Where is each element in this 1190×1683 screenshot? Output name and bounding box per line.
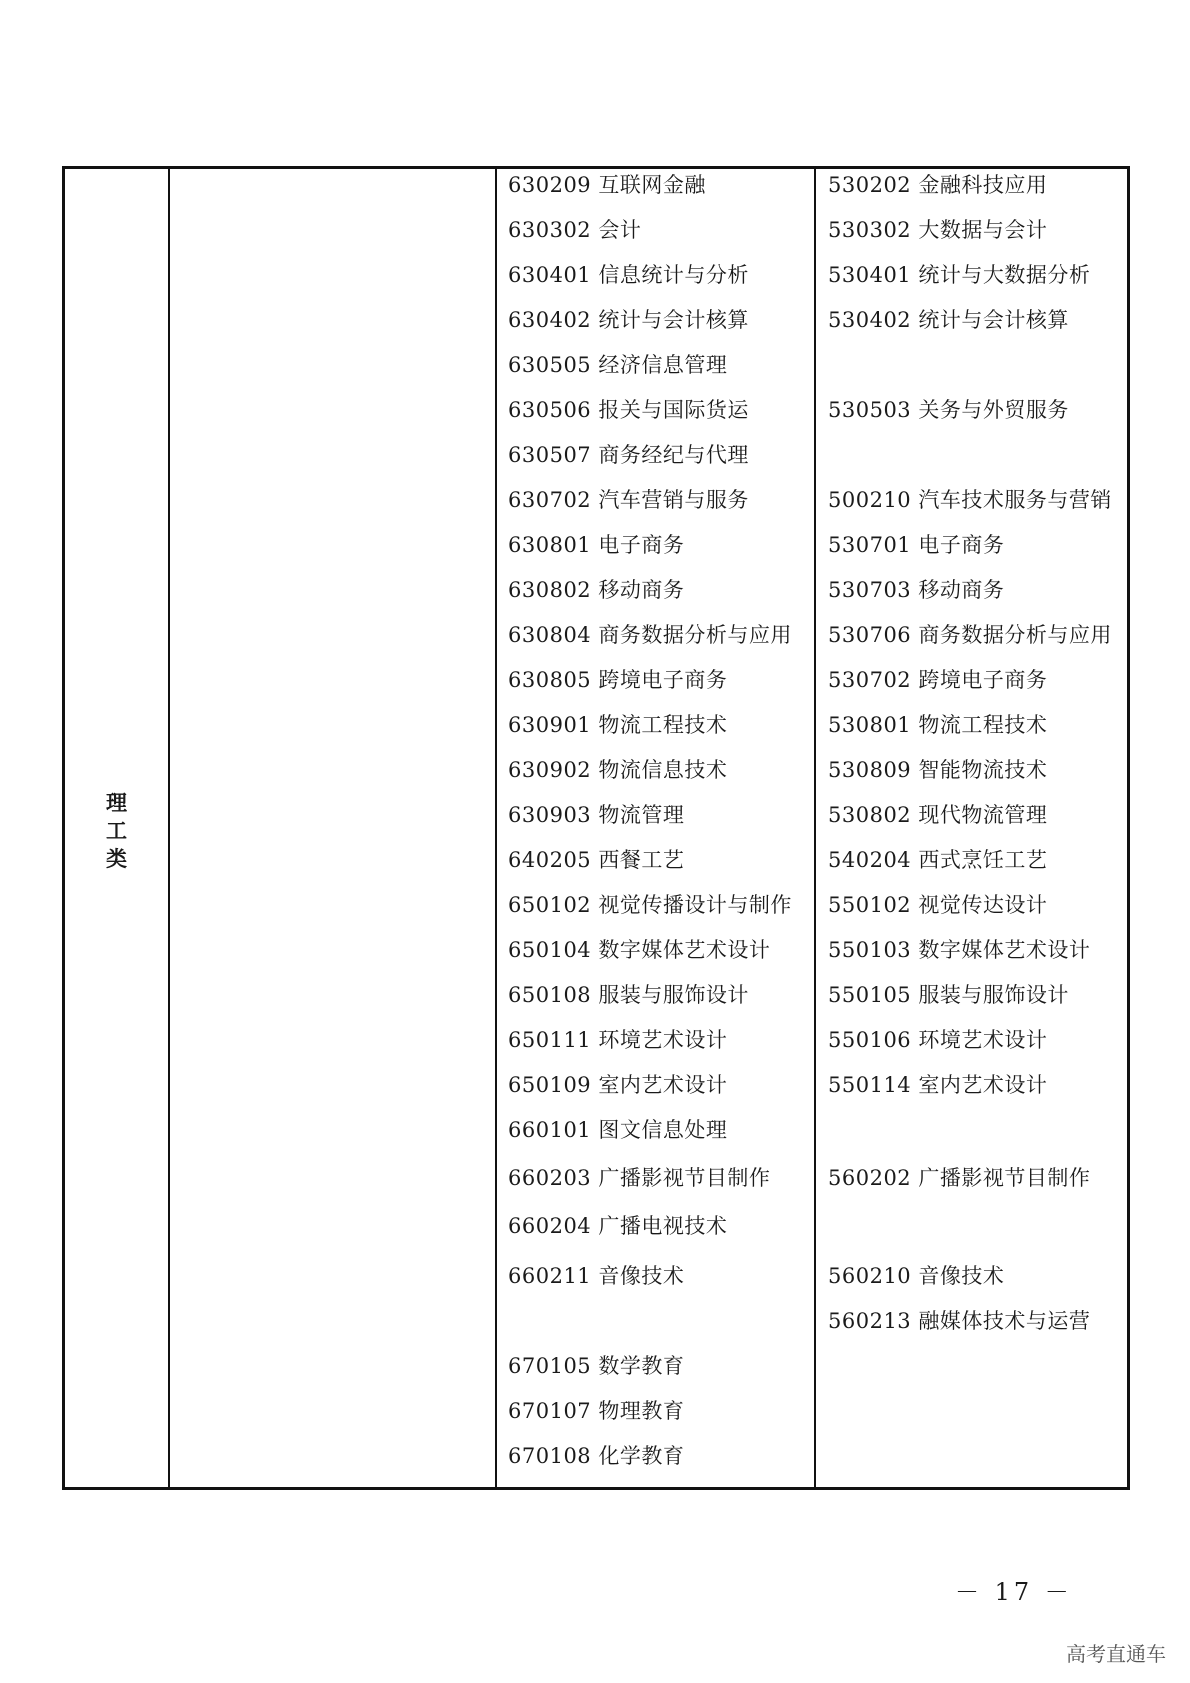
major-entry: 630903 物流管理 xyxy=(508,803,685,827)
major-entry: 630401 信息统计与分析 xyxy=(508,263,749,287)
major-entry: 630901 物流工程技术 xyxy=(508,713,728,737)
major-entry: 650108 服装与服饰设计 xyxy=(508,983,749,1007)
column-divider-3 xyxy=(814,169,816,1487)
column-divider-2 xyxy=(495,169,497,1487)
major-entry: 530503 关务与外贸服务 xyxy=(828,398,1069,422)
major-entry: 530401 统计与大数据分析 xyxy=(828,263,1091,287)
major-entry: 660204 广播电视技术 xyxy=(508,1214,728,1238)
major-entry: 550103 数字媒体艺术设计 xyxy=(828,938,1091,962)
major-entry: 630804 商务数据分析与应用 xyxy=(508,623,792,647)
major-entry: 530802 现代物流管理 xyxy=(828,803,1048,827)
major-entry: 630402 统计与会计核算 xyxy=(508,308,749,332)
major-entry: 630902 物流信息技术 xyxy=(508,758,728,782)
major-entry: 530706 商务数据分析与应用 xyxy=(828,623,1112,647)
major-entry: 550105 服装与服饰设计 xyxy=(828,983,1069,1007)
major-entry: 530702 跨境电子商务 xyxy=(828,668,1048,692)
major-entry: 530809 智能物流技术 xyxy=(828,758,1048,782)
column-divider-1 xyxy=(168,169,170,1487)
major-entry: 540204 西式烹饪工艺 xyxy=(828,848,1048,872)
major-mapping-table xyxy=(62,166,1130,1490)
major-entry: 670105 数学教育 xyxy=(508,1354,685,1378)
major-entry: 530701 电子商务 xyxy=(828,533,1005,557)
major-entry: 530202 金融科技应用 xyxy=(828,173,1048,197)
major-entry: 660203 广播影视节目制作 xyxy=(508,1166,771,1190)
major-entry: 630802 移动商务 xyxy=(508,578,685,602)
major-entry: 650104 数字媒体艺术设计 xyxy=(508,938,771,962)
watermark: 高考直通车 xyxy=(1066,1642,1166,1666)
major-entry: 630801 电子商务 xyxy=(508,533,685,557)
major-entry: 670108 化学教育 xyxy=(508,1444,685,1468)
major-entry: 560210 音像技术 xyxy=(828,1264,1005,1288)
major-entry: 630805 跨境电子商务 xyxy=(508,668,728,692)
major-entry: 670107 物理教育 xyxy=(508,1399,685,1423)
major-entry: 560202 广播影视节目制作 xyxy=(828,1166,1091,1190)
major-entry: 630302 会计 xyxy=(508,218,642,242)
major-entry: 650109 室内艺术设计 xyxy=(508,1073,728,1097)
major-entry: 630702 汽车营销与服务 xyxy=(508,488,749,512)
major-entry: 530402 统计与会计核算 xyxy=(828,308,1069,332)
major-entry: 630507 商务经纪与代理 xyxy=(508,443,749,467)
major-entry: 630209 互联网金融 xyxy=(508,173,706,197)
major-entry: 640205 西餐工艺 xyxy=(508,848,685,872)
major-entry: 660101 图文信息处理 xyxy=(508,1118,728,1142)
major-entry: 650102 视觉传播设计与制作 xyxy=(508,893,792,917)
major-entry: 530801 物流工程技术 xyxy=(828,713,1048,737)
major-entry: 560213 融媒体技术与运营 xyxy=(828,1309,1091,1333)
major-entry: 530703 移动商务 xyxy=(828,578,1005,602)
major-entry: 630505 经济信息管理 xyxy=(508,353,728,377)
major-entry: 550102 视觉传达设计 xyxy=(828,893,1048,917)
major-entry: 660211 音像技术 xyxy=(508,1264,685,1288)
major-entry: 550106 环境艺术设计 xyxy=(828,1028,1048,1052)
major-entry: 650111 环境艺术设计 xyxy=(508,1028,728,1052)
category-label: 理 工 类 xyxy=(106,791,127,871)
major-entry: 550114 室内艺术设计 xyxy=(828,1073,1048,1097)
major-entry: 500210 汽车技术服务与营销 xyxy=(828,488,1112,512)
page-number: － 17 － xyxy=(955,1578,1073,1606)
major-entry: 630506 报关与国际货运 xyxy=(508,398,749,422)
major-entry: 530302 大数据与会计 xyxy=(828,218,1048,242)
